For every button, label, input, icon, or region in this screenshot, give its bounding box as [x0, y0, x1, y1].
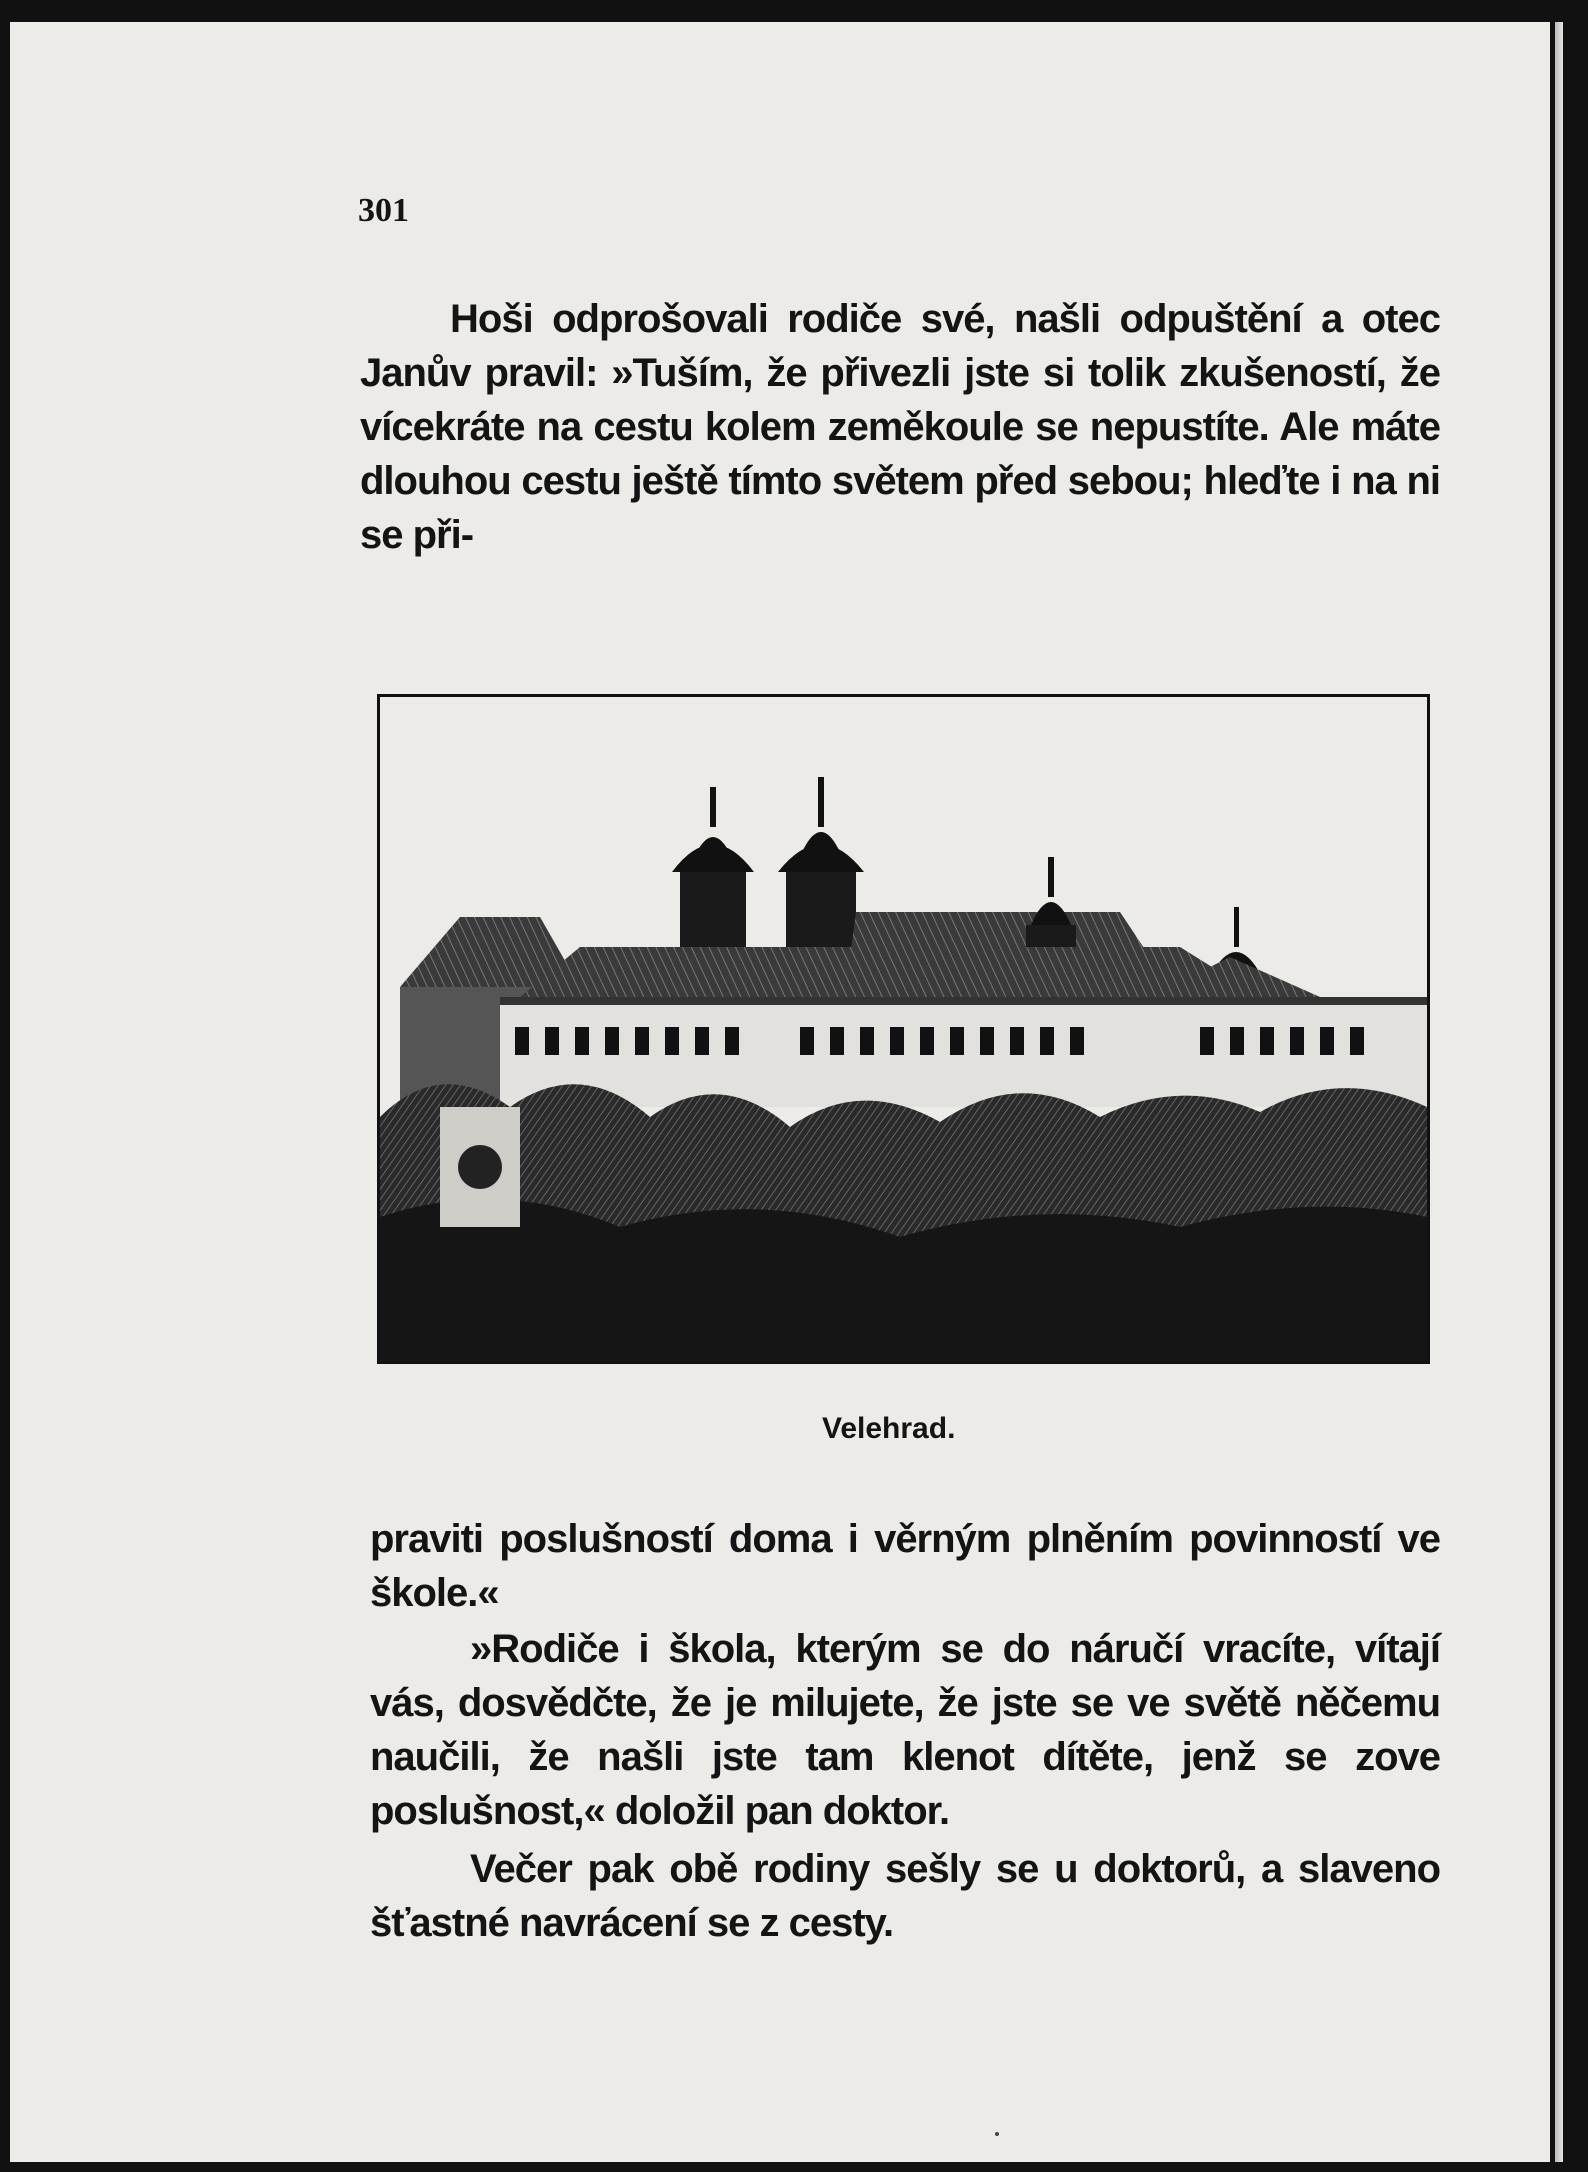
book-page: [10, 22, 1550, 2162]
figure-caption: Velehrad.: [822, 1412, 956, 1445]
paragraph-4: Večer pak obě rodiny sešly se u doktorů, a slaveno šťastné navrácení se z cesty.: [370, 1847, 1440, 1945]
paragraph-2: praviti poslušností doma i věrným plněním povinností ve škole.«: [370, 1517, 1440, 1615]
paragraph-3: »Rodiče i škola, kterým se do náručí vracíte, vítají vás, dosvědčte, že je milujete, že jste se ve světě něčemu naučili, že našli jste tam klenot dítěte, jenž se zove poslušnost,« doložil pan doktor.: [370, 1627, 1440, 1833]
page-edge: [1555, 22, 1563, 2162]
illustration-velehrad: [377, 694, 1430, 1364]
page-number: 301: [358, 192, 409, 229]
church-engraving: [380, 697, 1427, 1361]
paper-speck: [995, 2132, 999, 2136]
paragraph-1: Hoši odprošovali rodiče své, našli odpuštění a otec Janův pravil: »Tuším, že přivezli jste si tolik zkušeností, že vícekráte na cestu kolem zeměkoule se nepustíte. Ale máte dlouhou cestu ještě tímto světem před sebou; hleďte i na ni se při-: [360, 297, 1440, 557]
